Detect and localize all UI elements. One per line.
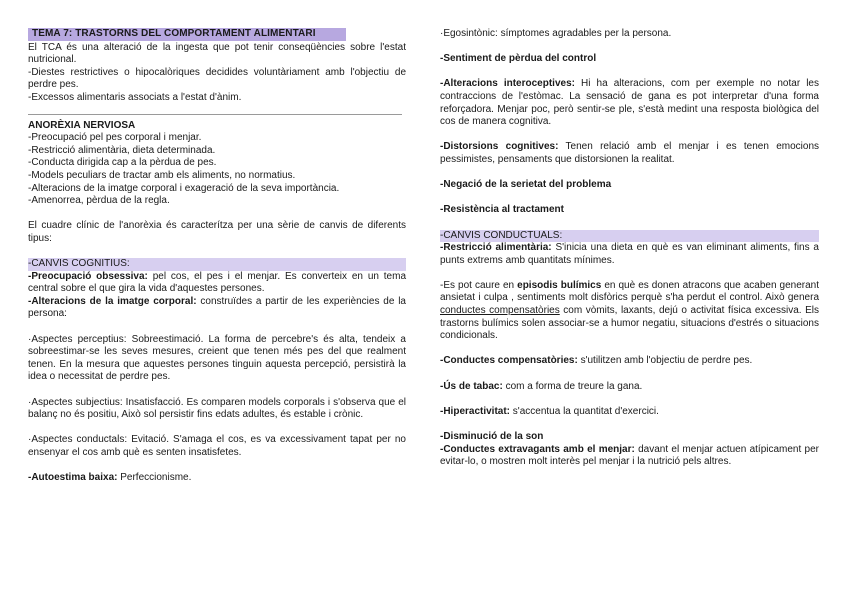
preocupacio-label: -Preocupació obsessiva: [28, 270, 148, 282]
son-heading: -Disminució de la son [440, 431, 544, 442]
bulimics-bold: episodis bulímics [517, 279, 602, 291]
distorsions-text: Tenen relació amb el menjar i es tenen emocions pessimistes, pensaments que distorsionen la realitat. [440, 141, 819, 165]
bulimics-paragraph [440, 280, 819, 343]
compensatories-text: s'utilitzen amb l'objectiu de perdre pes. [577, 355, 753, 367]
distorsions-label: -Distorsions cognitives: [440, 141, 559, 153]
anorexia-heading: ANORÈXIA NERVIOSA [28, 119, 136, 131]
tabac-text: com a forma de treure la gana. [502, 380, 643, 392]
tabac-label: -Ús de tabac: [440, 380, 503, 392]
bulimics-text-1: -Es pot caure en [440, 279, 518, 291]
autoestima-paragraph [28, 472, 406, 485]
distorsions-paragraph [440, 141, 819, 166]
alteracions-label: -Alteracions de la imatge corporal: [28, 295, 197, 307]
canvis-cognitius-heading: -CANVIS COGNITIUS: [28, 258, 406, 271]
intro-item: -Diestes restrictives o hipocalòriques decidides voluntàriament amb l'objectiu de perdre pes. [28, 66, 406, 91]
anorexia-item: -Preocupació pel pes corporal i menjar. [28, 132, 202, 144]
preocupacio-paragraph [28, 271, 406, 296]
egosintonic-paragraph: ·Egosintònic: símptomes agradables per la persona. [440, 28, 672, 39]
autoestima-label: -Autoestima baixa: [28, 472, 118, 484]
interoceptives-label: -Alteracions interoceptives: [440, 78, 575, 90]
anorexia-item: -Models peculiars de tractar amb els aliments, no normatius. [28, 169, 296, 181]
negacio-heading: -Negació de la serietat del problema [440, 179, 612, 191]
sentiment-heading: -Sentiment de pèrdua del control [440, 53, 597, 65]
subjectius-paragraph: ·Aspectes subjectius: Insatisfacció. Es comparen models corporals i s'observa que el balanç no és positiu, Això sol persistir fins edats adultes, és estable i crònic. [28, 396, 406, 421]
left-column [28, 28, 406, 485]
hiperactivitat-label: -Hiperactivitat: [440, 405, 511, 417]
intro-paragraph: El TCA és una alteració de la ingesta que pot tenir conseqüències sobre l'estat nutricional. [28, 41, 406, 66]
interoceptives-text: Hi ha alteracions, com per exemple no notar les contraccions de l'estòmac. La sensació de gana es pot interpretar d'una forma reforçadora. Menjar poc, però sentir-se ple, s'està medint una resposta biològica del cos de manera cognitiva. [440, 78, 819, 128]
restriccio-label: -Restricció alimentària: [440, 242, 552, 254]
extravagants-paragraph [440, 444, 819, 469]
alteracions-text: construïdes a partir de les experiències de la persona: [28, 295, 406, 320]
bulimics-text-2: en què es donen atracons que acaben generant ansietat i culpa , sentiments molt disfòrics perquè s'ha perdut el control. Això genera [440, 279, 820, 304]
restriccio-paragraph [440, 242, 819, 267]
interoceptives-paragraph [440, 78, 819, 128]
perceptius-paragraph: ·Aspectes perceptius: Sobreestimació. La forma de percebre's és alta, tendeix a sobreestimar-se les seves mesures, creient que tenen més pes del que realment tenen. En la mesura que aquestes persones tinguin aquesta percepció, persistirà la idea o necessitat de perdre pes. [28, 333, 406, 383]
restriccio-text: S'inicia una dieta en què es van eliminant aliments, fins a punts extrems amb quantitats mínimes. [440, 242, 819, 266]
anorexia-item: -Alteracions de la imatge corporal i exageració de la seva importància. [28, 182, 340, 194]
extravagants-label: -Conductes extravagants amb el menjar: [440, 443, 635, 455]
bulimics-underline: conductes compensatòries [440, 305, 560, 317]
extravagants-text: davant el menjar actuen atípicament per evitar-lo, o mostren molt interès pel menjar i la nutrició pels altres. [440, 443, 819, 468]
anorexia-item: -Conducta dirigida cap a la pèrdua de pes. [28, 157, 217, 169]
conductals-paragraph: ·Aspectes conductals: Evitació. S'amaga el cos, es va excessivament tapat per no ensenyar el cos amb què es senten insatisfetes. [28, 434, 406, 458]
page-title: TEMA 7: TRASTORNS DEL COMPORTAMENT ALIMENTARI [28, 28, 346, 41]
compensatories-paragraph [440, 355, 819, 368]
intro-item: -Excessos alimentaris associats a l'estat d'ànim. [28, 91, 242, 103]
divider [28, 114, 402, 115]
clinic-paragraph: El cuadre clínic de l'anorèxia és caracterítza per una sèrie de canvis de diferents tipus: [28, 220, 406, 244]
hiperactivitat-text: s'accentua la quantitat d'exercici. [510, 405, 659, 417]
alteracions-paragraph [28, 296, 406, 321]
anorexia-item: -Restricció alimentària, dieta determinada. [28, 144, 216, 156]
autoestima-text: Perfeccionisme. [117, 472, 192, 484]
compensatories-label: -Conductes compensatòries: [440, 355, 578, 367]
anorexia-item: -Amenorrea, pèrdua de la regla. [28, 195, 170, 207]
preocupacio-text: pel cos, el pes i el menjar. Es converteix en un tema central sobre el que gira la vida d'aquestes persones. [28, 270, 407, 295]
canvis-conductuals-heading: -CANVIS CONDUCTUALS: [440, 230, 819, 243]
tabac-paragraph [440, 381, 819, 394]
resistencia-heading: -Resistència al tractament [440, 204, 564, 216]
right-column [440, 28, 819, 469]
bulimics-text-3: com vòmits, laxants, dejú o activitat física excessiva. Els trastorns bulímics solen associar-se a humor negatiu, situacions d'estrés o situacions condicionals. [440, 305, 819, 342]
hiperactivitat-paragraph [440, 406, 819, 419]
